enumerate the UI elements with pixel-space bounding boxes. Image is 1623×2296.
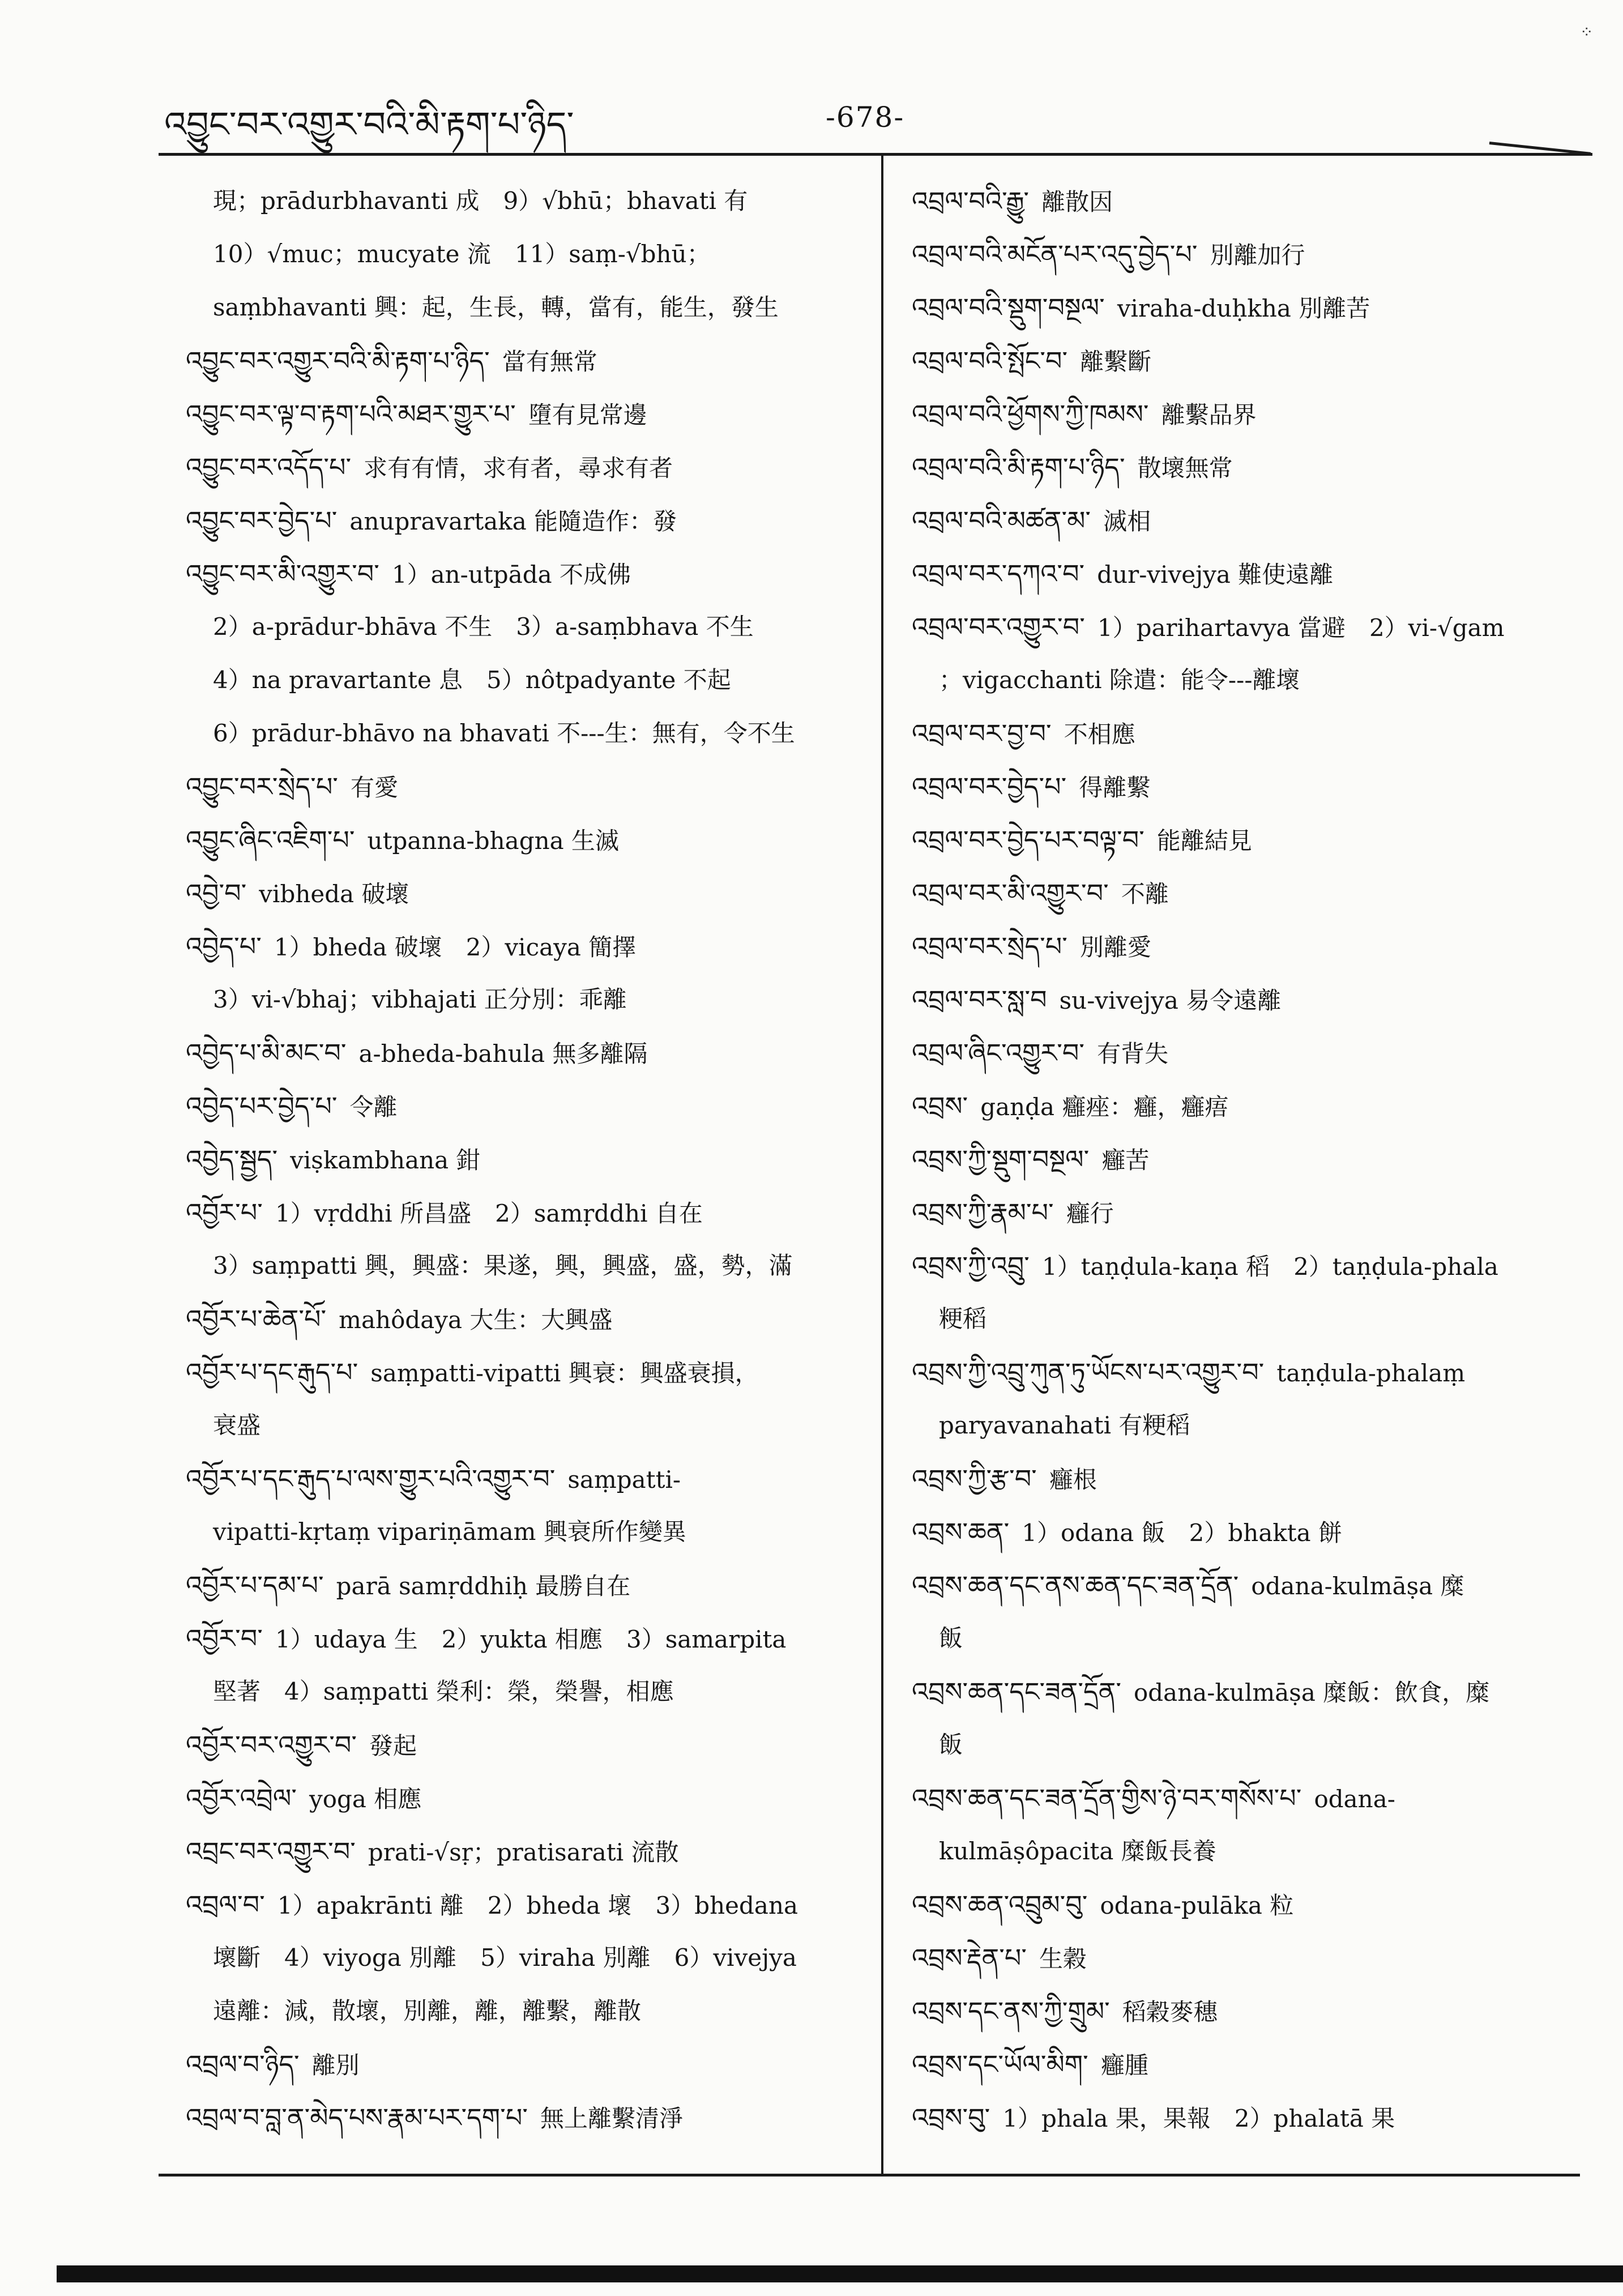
entry-definition: anupravartaka 能隨造作：發 [349,507,677,535]
tibetan-headword: འབྲལ་བའི་སྤོང་བ་ [912,345,1068,376]
tibetan-headword: འབྱུང་བར་བྱེད་པ་ [186,505,338,536]
dictionary-line [912,441,1591,494]
entry-definition: 1）bheda 破壞 2）vicaya 簡擇 [274,933,637,961]
entry-definition: 有愛 [350,774,398,801]
tibetan-headword: འབྱོར་པ་ཆེན་པོ་ [186,1304,327,1334]
entry-definition: 當有無常 [502,348,597,375]
tibetan-headword: འབྱུང་བར་འདོད་པ་ [186,452,352,483]
entry-definition: 散壞無常 [1137,454,1233,482]
dictionary-line [186,1985,871,2038]
entry-definition: 無上離繫清淨 [540,2105,683,2132]
dictionary-line [186,334,871,387]
entry-definition: 令離 [349,1093,398,1121]
tibetan-headword: འབྲལ་བར་བྱེད་པར་བལྟ་བ་ [912,825,1144,855]
dictionary-line [186,1559,871,1612]
entry-continuation: 2）a-prādur-bhāva 不生 3）a-saṃbhava 不生 [213,613,754,641]
entry-continuation: 飯 [939,1624,963,1652]
entry-definition: gaṇḍa 癰痤：癰，癰痦 [980,1093,1229,1121]
entry-continuation: 4）na pravartante 息 5）nôtpadyante 不起 [213,666,731,694]
dictionary-line [186,494,871,547]
entry-definition: 生穀 [1039,1945,1087,1973]
entry-definition: taṇḍula-phalaṃ [1276,1359,1466,1387]
scan-specks: ⁘ [1580,23,1594,41]
entry-continuation: 10）√muc；mucyate 流 11）saṃ-√bhū； [213,240,711,268]
dictionary-line [186,1825,871,1878]
tibetan-headword: འབྱུང་བར་ལྟ་བ་རྟག་པའི་མཐར་གྱུར་པ་ [186,399,516,429]
dictionary-line [186,1026,871,1079]
dictionary-line [912,1665,1591,1718]
running-head-tibetan: འབྱུང་བར་འགྱུར་བའི་མི་རྟག་པ་ཉིད་ [164,104,574,145]
tibetan-headword: འབྲལ་བའི་མངོན་པར་འདུ་བྱེད་པ་ [912,239,1198,270]
entry-definition: saṃpatti- [567,1466,681,1493]
entry-definition: yoga 相應 [309,1785,422,1813]
tibetan-headword: འབྲལ་བའི་མཚན་མ་ [912,505,1091,536]
entry-continuation: kulmāṣôpacita 糜飯長養 [939,1837,1216,1865]
dictionary-line [912,1985,1591,2038]
entry-continuation: 6）prādur-bhāvo na bhavati 不---生：無有，令不生 [213,719,795,747]
entry-continuation: 壞斷 4）viyoga 別離 5）viraha 別離 6）vivejya [213,1944,797,1971]
tibetan-headword: འབྲས་དང་ཡོལ་མིག་ [912,2049,1088,2080]
tibetan-headword: འབྲས་ [912,1091,968,1121]
dictionary-line [912,1878,1591,1931]
tibetan-headword: འབྱུང་བར་མི་འགྱུར་བ་ [186,558,379,589]
entry-definition: dur-vivejya 難使遠離 [1097,561,1334,588]
dictionary-line [186,760,871,813]
entry-definition: 得離繫 [1079,774,1151,801]
dictionary-line [186,1718,871,1772]
tibetan-headword: འབྲས་ཆན་དང་ཟན་དྲོན་ [912,1676,1121,1707]
tibetan-headword: འབྱེ་བ་ [186,878,247,908]
entry-continuation: 現；prādurbhavanti 成 9）√bhū；bhavati 有 [213,187,748,215]
dictionary-line [186,1079,871,1133]
dictionary-line [912,1718,1591,1772]
entry-definition: saṃpatti-vipatti 興衰：興盛衰損， [370,1359,759,1387]
dictionary-line [912,1292,1591,1346]
dictionary-line [912,228,1591,281]
entry-definition: a-bheda-bahula 無多離隔 [358,1040,648,1068]
tibetan-headword: འབྲལ་བ་བླ་ན་མེད་པས་རྣམ་པར་དག་པ་ [186,2102,528,2133]
tibetan-headword: འབྲས་ཆན་དང་ནས་ཆན་དང་ཟན་དྲོན་ [912,1570,1239,1601]
tibetan-headword: འབྱུང་བར་སྲེད་པ་ [186,771,338,802]
dictionary-line [186,1399,871,1452]
tibetan-headword: འབྱོར་བར་འགྱུར་བ་ [186,1730,357,1760]
entry-definition: 1）phala 果，果報 2）phalatā 果 [1002,2105,1395,2132]
dictionary-line [186,1133,871,1186]
dictionary-line [912,1239,1591,1292]
entry-definition: 1）udaya 生 2）yukta 相應 3）samarpita [275,1625,787,1653]
scan-edge-band [57,2265,1623,2282]
tibetan-headword: འབྲལ་བར་སླ་བ [912,984,1047,1015]
tibetan-headword: འབྱུང་ཞིང་འཇིག་པ་ [186,825,355,855]
footer-rule [159,2174,1580,2176]
dictionary-line [912,1559,1591,1612]
dictionary-line [912,281,1591,334]
entry-continuation: ；vigacchanti 除遣：能令---離壞 [939,666,1300,694]
dictionary-line [186,441,871,494]
dictionary-line [912,1452,1591,1505]
tibetan-headword: འབྱོར་པ་དང་རྒུད་པ་ [186,1357,358,1388]
entry-continuation: 飯 [939,1731,963,1759]
dictionary-line [912,920,1591,973]
dictionary-line [186,813,871,867]
entry-definition: su-vivejya 易令遠離 [1059,987,1282,1014]
dictionary-line [186,707,871,760]
tibetan-headword: འབྲལ་བར་སྲེད་པ་ [912,931,1067,962]
entry-definition: 別離加行 [1210,241,1305,269]
dictionary-line [912,1346,1591,1399]
dictionary-line [912,334,1591,387]
tibetan-headword: འབྱོར་པ་དམ་པ་ [186,1570,324,1601]
dictionary-line [186,1665,871,1718]
dictionary-line [912,1133,1591,1186]
entry-definition: 求有有情，求有者，尋求有者 [364,454,673,482]
dictionary-line [912,387,1591,441]
column-divider [881,154,883,2175]
tibetan-headword: འབྲས་ཀྱི་སྡུག་བསྔལ་ [912,1144,1090,1175]
entry-definition: 癰苦 [1101,1146,1150,1174]
tibetan-headword: འབྲས་ཆན་དང་ཟན་དྲོན་གྱིས་ཉེ་བར་གསོས་པ་ [912,1783,1302,1813]
entry-definition: 離繫品界 [1161,401,1257,429]
dictionary-line [912,547,1591,600]
entry-definition: viraha-duḥkha 別離苦 [1117,295,1370,322]
dictionary-line [186,1612,871,1665]
dictionary-line [912,707,1591,760]
tibetan-headword: འབྲལ་བར་དཀའ་བ་ [912,558,1085,589]
dictionary-line [186,281,871,334]
dictionary-line [912,973,1591,1026]
dictionary-line [186,973,871,1026]
tibetan-headword: འབྲལ་བའི་ཕྱོགས་ཀྱི་ཁམས་ [912,399,1149,429]
entry-continuation: 堅著 4）saṃpatti 榮利：榮，榮譽，相應 [213,1678,674,1705]
entry-definition: parā samṛddhiḥ 最勝自在 [336,1572,631,1600]
dictionary-line [912,1079,1591,1133]
entry-definition: 離別 [311,2051,360,2079]
tibetan-headword: འབྲལ་བ་ [186,1889,265,1920]
tibetan-headword: འབྲལ་བའི་རྒྱུ་ [912,186,1030,216]
entry-definition: odana-pulāka 粒 [1100,1892,1294,1919]
tibetan-headword: འབྲས་ཀྱི་རྣམ་པ་ [912,1197,1054,1228]
tibetan-headword: འབྲལ་ཞིང་འགྱུར་བ་ [912,1038,1085,1068]
dictionary-line [186,174,871,228]
dictionary-line [186,1452,871,1505]
tibetan-headword: འབྱོར་པ་དང་རྒུད་པ་ལས་གྱུར་པའི་འགྱུར་བ་ [186,1463,556,1494]
entry-definition: odana- [1314,1785,1395,1813]
entry-continuation: 遠離：減，散壞，別離，離，離繫，離散 [213,1997,642,2025]
dictionary-line [186,1186,871,1239]
dictionary-line [186,1878,871,1931]
dictionary-line [186,1772,871,1825]
tibetan-headword: འབྱེད་པ་ [186,931,262,962]
entry-definition: 1）apakrānti 離 2）bheda 壞 3）bhedana [277,1892,798,1919]
entry-definition: mahôdaya 大生：大興盛 [339,1306,613,1334]
entry-definition: 1）odana 飯 2）bhakta 餅 [1022,1519,1343,1547]
tibetan-headword: འབྱེད་པ་མི་མང་བ་ [186,1038,347,1068]
dictionary-line [186,1239,871,1292]
tibetan-headword: འབྱོར་བ་ [186,1623,263,1654]
tibetan-headword: འབྱེད་པར་བྱེད་པ་ [186,1091,338,1121]
tibetan-headword: འབྱེད་སྦྱད་ [186,1144,278,1175]
tibetan-headword: འབྲལ་བའི་སྡུག་བསྔལ་ [912,292,1105,323]
dictionary-line [186,228,871,281]
dictionary-line [912,1825,1591,1878]
entry-continuation: 衰盛 [213,1411,261,1439]
entry-definition: vibheda 破壞 [259,880,409,908]
header-rule [159,153,1592,156]
tibetan-headword: འབྲས་ཆན་འབྲུམ་བུ་ [912,1889,1088,1920]
dictionary-line [912,867,1591,920]
entry-definition: 別離愛 [1079,933,1151,961]
dictionary-line [186,867,871,920]
tibetan-headword: འབྱོར་འབྲེལ་ [186,1783,297,1813]
tibetan-headword: འབྱོར་པ་ [186,1197,263,1228]
entry-definition: 1）taṇḍula-kaṇa 稻 2）taṇḍula-phala [1041,1253,1498,1281]
entry-continuation: 3）saṃpatti 興，興盛：果遂，興，興盛，盛，勢，滿 [213,1252,793,1279]
dictionary-line [912,813,1591,867]
entry-definition: 1）vṛddhi 所昌盛 2）samṛddhi 自在 [275,1200,703,1227]
tibetan-headword: འབྲས་ཀྱི་རྩ་བ་ [912,1463,1037,1494]
dictionary-line [912,1505,1591,1559]
entry-definition: 能離結見 [1156,827,1252,855]
entry-definition: 墮有見常邊 [528,401,647,429]
dictionary-line [912,1399,1591,1452]
tibetan-headword: འབྲང་བར་འགྱུར་བ་ [186,1836,356,1867]
dictionary-line [912,174,1591,228]
entry-definition: odana-kulmāṣa 糜 [1251,1572,1464,1600]
dictionary-line [912,2038,1591,2091]
entry-definition: viṣkambhana 鉗 [290,1146,480,1174]
tibetan-headword: འབྲས་བུ་ [912,2102,990,2133]
dictionary-line [186,1931,871,1985]
dictionary-line [912,1772,1591,1825]
tibetan-headword: འབྲས་དང་ནས་ཀྱི་གྲུམ་ [912,1996,1110,2026]
entry-definition: 1）an-utpāda 不成佛 [391,561,631,588]
tibetan-headword: འབྲལ་བར་བྱ་བ་ [912,718,1052,749]
dictionary-line [912,600,1591,654]
right-column [912,174,1591,2144]
entry-continuation: vipatti-kṛtaṃ vipariṇāmam 興衰所作變異 [213,1518,686,1546]
entry-continuation: 3）vi-√bhaj；vibhajati 正分別：乖離 [213,985,627,1013]
dictionary-line [186,387,871,441]
tibetan-headword: འབྲས་ཀྱི་འབྲུ་ [912,1251,1030,1281]
entry-continuation: paryavanahati 有粳稻 [939,1411,1190,1439]
entry-definition: 不離 [1121,880,1169,908]
dictionary-line [186,920,871,973]
dictionary-line [186,547,871,600]
entry-definition: 有背失 [1097,1040,1169,1068]
entry-definition: 離散因 [1041,188,1113,216]
dictionary-line [912,2091,1591,2144]
page-number: -678- [826,101,905,134]
entry-definition: 癰腫 [1100,2051,1148,2079]
dictionary-line [186,1292,871,1346]
tibetan-headword: འབྲལ་བར་འགྱུར་བ་ [912,612,1085,642]
entry-definition: 癰行 [1066,1200,1114,1227]
dictionary-line [912,1612,1591,1665]
left-column [186,174,871,2144]
dictionary-line [186,2091,871,2144]
entry-definition: 發起 [369,1732,417,1760]
dictionary-line [186,1505,871,1559]
tibetan-headword: འབྲལ་བར་མི་འགྱུར་བ་ [912,878,1109,908]
entry-definition: 離繫斷 [1080,348,1152,375]
entry-definition: 滅相 [1103,507,1151,535]
tibetan-headword: འབྲས་ཆན་ [912,1517,1010,1547]
tibetan-headword: འབྱུང་བར་འགྱུར་བའི་མི་རྟག་པ་ཉིད་ [186,345,490,376]
tibetan-headword: འབྲས་ཀྱི་འབྲུ་ཀུན་ཏུ་ཡོངས་པར་འགྱུར་བ་ [912,1357,1265,1388]
dictionary-line [186,654,871,707]
tibetan-headword: འབྲས་རྡེན་པ་ [912,1943,1027,1973]
entry-continuation: 粳稻 [939,1305,987,1333]
dictionary-line [912,1931,1591,1985]
dictionary-line [912,494,1591,547]
dictionary-line [912,654,1591,707]
entry-definition: odana-kulmāṣa 糜飯：飲食，糜 [1133,1679,1490,1706]
entry-definition: prati-√sṛ；pratisarati 流散 [368,1838,679,1866]
entry-definition: 1）parihartavya 當避 2）vi-√gam [1097,614,1505,642]
dictionary-line [912,760,1591,813]
entry-continuation: saṃbhavanti 興：起，生長，轉，當有，能生，發生 [213,293,779,321]
dictionary-line [912,1026,1591,1079]
entry-definition: 癰根 [1049,1466,1097,1493]
entry-definition: utpanna-bhagna 生滅 [367,827,620,855]
dictionary-line [186,1346,871,1399]
tibetan-headword: འབྲལ་བ་ཉིད་ [186,2049,300,2080]
dictionary-line [186,2038,871,2091]
dictionary-line [912,1186,1591,1239]
entry-definition: 不相應 [1064,720,1135,748]
tibetan-headword: འབྲལ་བའི་མི་རྟག་པ་ཉིད་ [912,452,1125,483]
entry-definition: 稻穀麥穗 [1122,1998,1218,2026]
tibetan-headword: འབྲལ་བར་བྱེད་པ་ [912,771,1067,802]
dictionary-line [186,600,871,654]
